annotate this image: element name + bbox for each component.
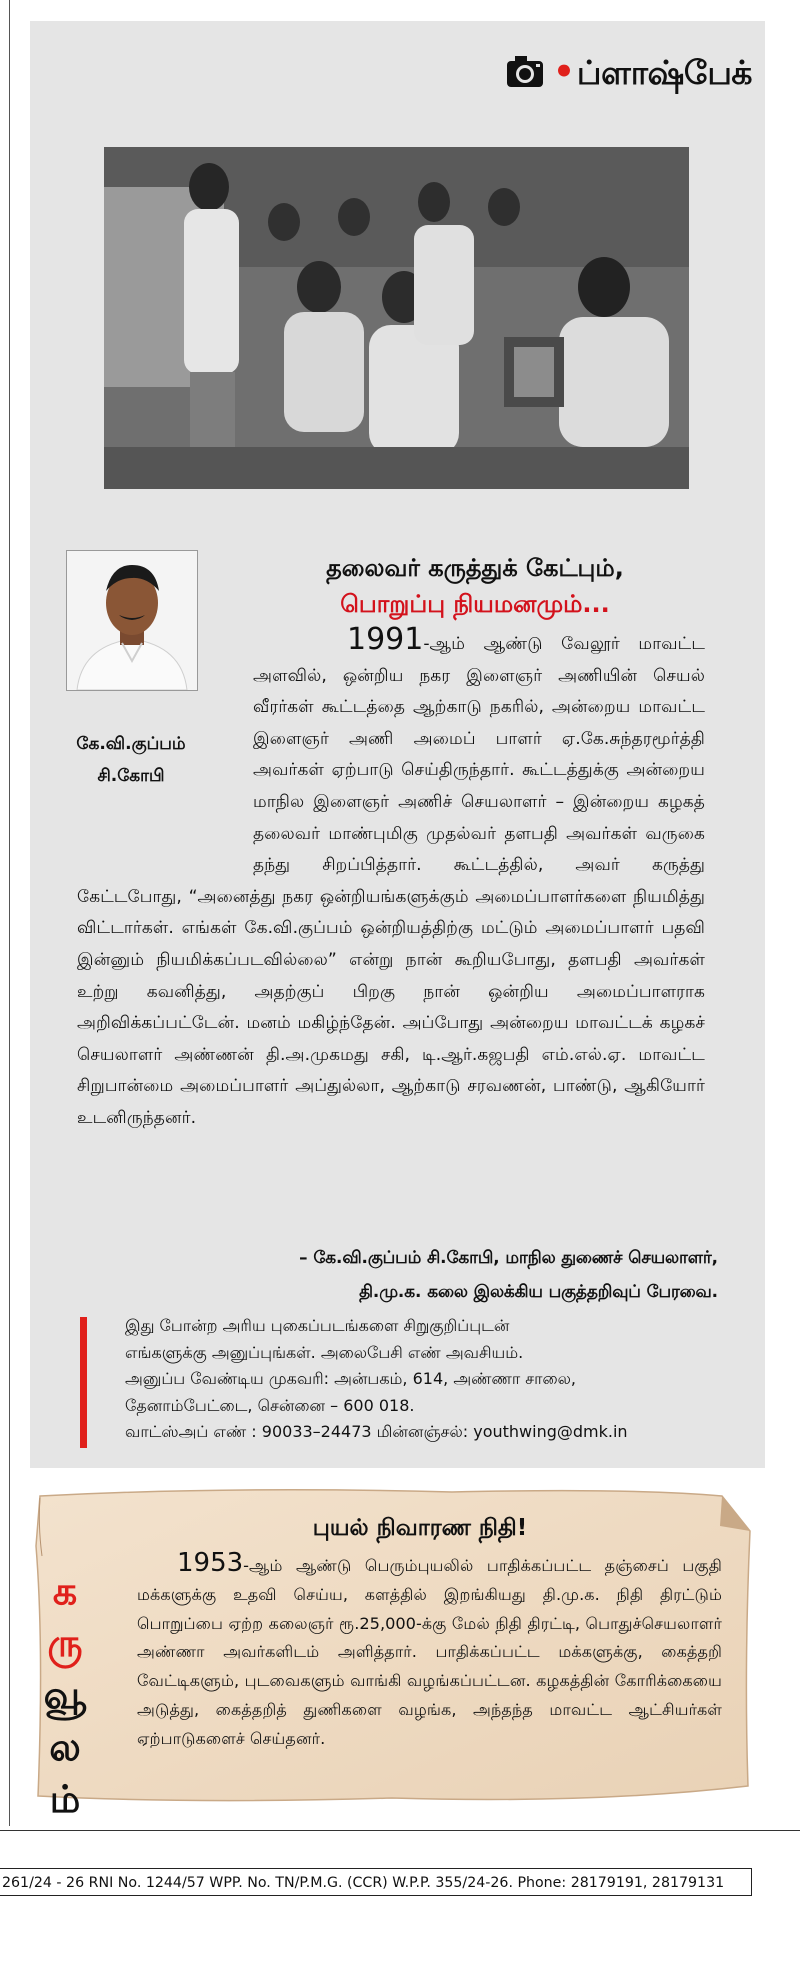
- article-lead-year: 1991: [347, 622, 424, 657]
- vtitle-char-4: ல: [49, 1725, 81, 1769]
- credit-line-2: தி.மு.க. கலை இலக்கிய பகுத்தறிவுப் பேரவை.: [359, 1281, 718, 1301]
- article-headline: [250, 550, 700, 622]
- registration-footer: 261/24 - 26 RNI No. 1244/57 WPP. No. TN/P.M.G. (CCR) W.P.P. 355/24-26. Phone: 28179191, 28179131: [0, 1868, 752, 1896]
- headline-line-1: தலைவர் கருத்துக் கேட்பும்,: [326, 554, 624, 582]
- karuvoolam-vertical-title: [40, 1565, 90, 1825]
- note-line-5: வாட்ஸ்அப் எண் : 90033–24473 மின்னஞ்சல்: youthwing@dmk.in: [125, 1422, 628, 1441]
- note-line-3: அனுப்ப வேண்டிய முகவரி: அன்பகம், 614, அண்ணா சாலை,: [125, 1369, 576, 1388]
- scroll-lead-year: 1953: [177, 1548, 244, 1578]
- vtitle-char-3: வூ: [43, 1673, 87, 1717]
- article-text: -ஆம் ஆண்டு வேலூர் மாவட்ட அளவில், ஒன்றிய நகர இளைஞர் அணியின் செயல் வீரர்கள் கூட்டத்தை ஆற்காடு நகரில், அன்றைய மாவட்ட இளைஞர் அணி அமைப் பாளர் ஏ.கே.சுந்தரமூர்த்தி அவர்கள் ஏற்பாடு செய்திருந்தார். கூட்டத்துக்கு அன்றைய மாநில இளைஞர் அணிச் செயலாளர் – இன்றைய கழகத் தலைவர் மாண்புமிகு முதல்வர் தளபதி அவர்கள் வருகை தந்து சிறப்பித்தார். கூட்டத்தில், அவர் கருத்து கேட்டபோது, “அனைத்து நகர ஒன்றியங்களுக்கும் அமைப்பாளர்களை நியமித்து விட்டார்கள். எங்கள் கே.வி.குப்பம் ஒன்றியத்திற்கு மட்டும் அமைப்பாளர் பதவி இன்னும் நியமிக்கப்படவில்லை” என்று நான் கூறியபோது, தளபதி அவர்கள் உற்று கவனித்து, அதற்குப் பிறகு நான் ஒன்றிய அமைப்பாளராக அறிவிக்கப்பட்டேன். மனம் மகிழ்ந்தேன். அப்போது அன்றைய மாவட்டக் கழகச் செயலாளர் அண்ணன் தி.அ.முகமது சகி, டி.ஆர்.கஜபதி எம்.எல்.ஏ. மாவட்ட சிறுபான்மை அமைப்பாளர் அப்துல்லா, ஆற்காடு சரவணன், பாண்டு, ஆகியோர் உடனிருந்தனர்.: [77, 634, 705, 1128]
- portrait-caption-place: கே.வி.குப்பம்: [76, 734, 186, 754]
- scroll-title: புயல் நிவாரண நிதி!: [312, 1515, 528, 1541]
- brand-name: ப்ளாஷ்பேக்: [576, 52, 752, 92]
- submission-note: [80, 1313, 720, 1453]
- note-line-4: தேனாம்பேட்டை, சென்னை – 600 018.: [125, 1395, 415, 1415]
- group-photo-image: [104, 147, 689, 489]
- note-accent-bar: [80, 1317, 87, 1448]
- camera-icon: [505, 53, 545, 91]
- vtitle-char-2: ரு: [47, 1621, 83, 1665]
- left-column-rule: [9, 0, 10, 1826]
- note-line-1: இது போன்ற அரிய புகைப்படங்களை சிறுகுறிப்புடன்: [125, 1316, 510, 1335]
- group-photo: [104, 147, 689, 489]
- headline-line-2: பொறுப்பு நியமனமும்...: [340, 590, 610, 618]
- article-credit: [180, 1240, 718, 1308]
- vtitle-char-5: ம்: [49, 1777, 81, 1821]
- portrait-caption-name: சி.கோபி: [97, 766, 165, 786]
- note-line-2: எங்களுக்கு அனுப்புங்கள். அலைபேசி எண் அவசியம்.: [125, 1342, 524, 1362]
- vtitle-char-1: க: [52, 1569, 78, 1613]
- bottom-rule: [0, 1830, 800, 1831]
- flashback-logo: [505, 50, 752, 94]
- brand-dot: •: [553, 52, 575, 92]
- note-text: [125, 1313, 725, 1446]
- scroll-text: -ஆம் ஆண்டு பெரும்புயலில் பாதிக்கப்பட்ட தஞ்சைப் பகுதி மக்களுக்கு உதவி செய்ய, களத்தில் இறங்கியது தி.மு.க. நிதி திரட்டும் பொறுப்பை ஏற்ற கலைஞர் ரூ.25,000-க்கு மேல் நிதி திரட்டி, பொதுச்செயலாளர் அண்ணா அவர்களிடம் அளித்தார். பாதிக்கப்பட்ட மக்களுக்கு, கைத்தறி வேட்டிகளும், புடவைகளும் வாங்கி வழங்கப்பட்டன. கழகத்தின் கோரிக்கையை அடுத்து, கைத்தறித் துணிகளை வழங்க, அந்தந்த மாவட்ட ஆட்சியர்கள் ஏற்பாடுகளைச் செய்தனர்.: [137, 1556, 722, 1748]
- article-body: [77, 622, 705, 1135]
- credit-line-1: – கே.வி.குப்பம் சி.கோபி, மாநில துணைச் செயலாளர்,: [299, 1247, 718, 1267]
- scroll-body: [137, 1548, 722, 1754]
- portrait-float-spacer: [77, 629, 253, 865]
